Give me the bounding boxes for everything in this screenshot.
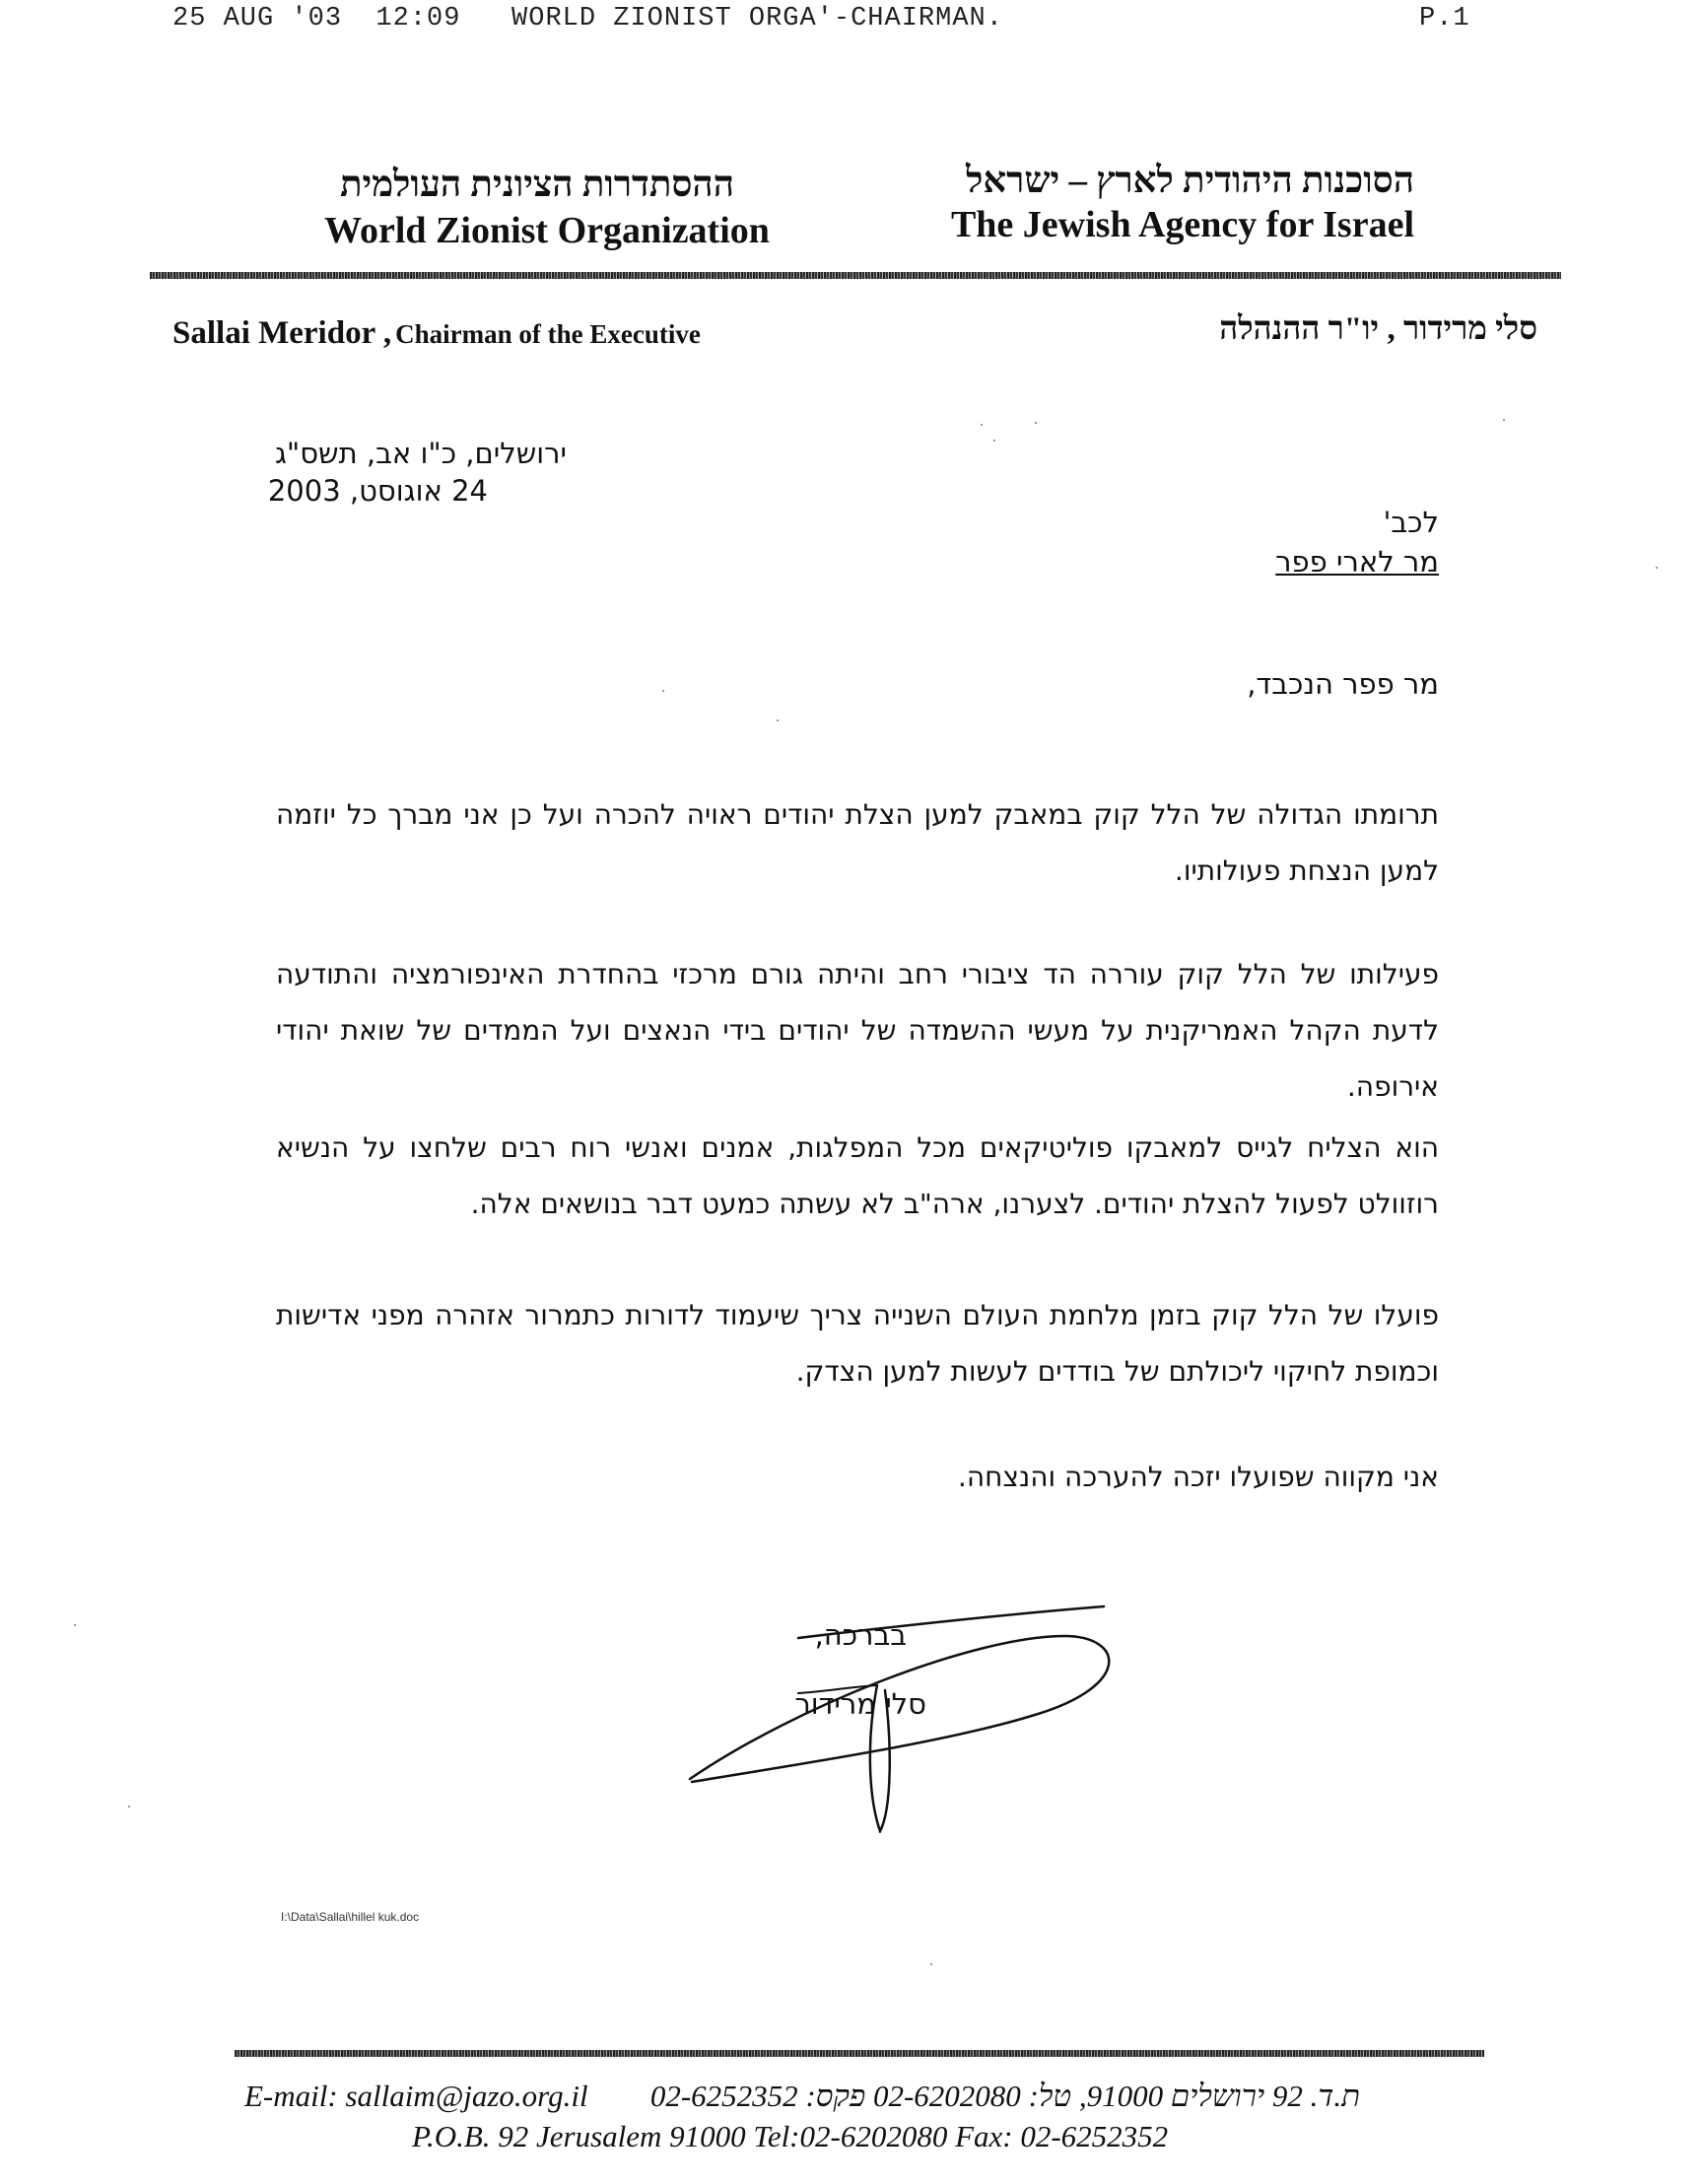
chairman-hebrew: סלי מרידור , יו"ר ההנהלה xyxy=(1219,311,1537,347)
footer-pob-line: P.O.B. 92 Jerusalem 91000 Tel:02-6202080 Fax: 02-6252352 xyxy=(412,2119,1169,2153)
chairman-english-name: Sallai Meridor , xyxy=(172,315,392,351)
scan-speck xyxy=(777,719,779,721)
body-paragraph: תרומתו הגדולה של הלל קוק במאבק למען הצלת יהודים ראויה להכרה ועל כן אני מברך כל יוזמה למען הנצחת פעולותיו. xyxy=(276,798,1439,887)
closing: בברכה, xyxy=(814,1618,907,1652)
chairman-english-title: Chairman of the Executive xyxy=(395,319,701,349)
body-paragraph: פעילותו של הלל קוק עוררה הד ציבורי רחב והיתה גורם מרכזי בהחדרת האינפורמציה והתודעה לדעת הקהל האמריקנית על מעשי ההשמדה של יהודים בידי הנאצים ועל הממדים של שואת יהודי אירופה. xyxy=(276,958,1439,1103)
wzo-english-name: World Zionist Organization xyxy=(324,210,770,251)
footer-contact-hebrew: ת.ד. 92 ירושלים 91000, טל: 02-6202080 פקס: 02-6252352 xyxy=(649,2079,1360,2113)
fax-page-number: P.1 xyxy=(1419,4,1470,34)
scan-speck xyxy=(1656,567,1658,569)
handwritten-signature xyxy=(680,1597,1133,1833)
scan-speck xyxy=(662,690,664,692)
body-paragraph: הוא הצליח לגייס למאבקו פוליטיקאים מכל המפלגות, אמנים ואנשי רוח רבים שלחצו על הנשיא רוזוולט לפעול להצלת יהודים. לצערנו, ארה"ב לא עשתה כמעט דבר בנושאים אלה. xyxy=(276,1131,1439,1220)
jewish-agency-english-name: The Jewish Agency for Israel xyxy=(950,204,1414,245)
scan-speck xyxy=(1035,422,1037,424)
wzo-hebrew-name: ההסתדרות הציונית העולמית xyxy=(339,165,734,205)
fax-header-line: 25 AUG '03 12:09 WORLD ZIONIST ORGA'-CHAIRMAN. xyxy=(172,4,1003,34)
footer-email: E-mail: sallaim@jazo.org.il xyxy=(244,2079,588,2113)
body-paragraph: אני מקווה שפועלו יזכה להערכה והנצחה. xyxy=(957,1461,1439,1493)
recipient-label: לכב' xyxy=(1383,506,1439,539)
chairman-english xyxy=(172,315,701,352)
footer-divider xyxy=(235,2050,1484,2057)
scan-speck xyxy=(1503,419,1505,421)
date-gregorian: 24 אוגוסט, 2003 xyxy=(267,474,488,508)
date-hebrew: ירושלים, כ"ו אב, תשס"ג xyxy=(274,437,567,470)
scan-speck xyxy=(128,1806,130,1808)
signature-name: סלי מרידור xyxy=(794,1687,926,1721)
salutation: מר פפר הנכבד, xyxy=(1247,667,1439,701)
letterhead-divider xyxy=(150,272,1561,279)
jewish-agency-hebrew-name: הסוכנות היהודית לארץ – ישראל xyxy=(966,161,1414,201)
scan-speck xyxy=(74,1624,76,1626)
scan-speck xyxy=(981,424,983,426)
scan-speck xyxy=(930,1963,932,1965)
file-path: I:\Data\Sallai\hillel kuk.doc xyxy=(281,1910,420,1924)
body-paragraph: פועלו של הלל קוק בזמן מלחמת העולם השנייה צריך שיעמוד לדורות כתמרור אזהרה מפני אדישות וכמופת לחיקוי ליכולתם של בודדים לעשות למען הצדק. xyxy=(276,1299,1439,1388)
recipient-name: מר לארי פפר xyxy=(1275,545,1439,579)
scan-speck xyxy=(993,440,995,442)
